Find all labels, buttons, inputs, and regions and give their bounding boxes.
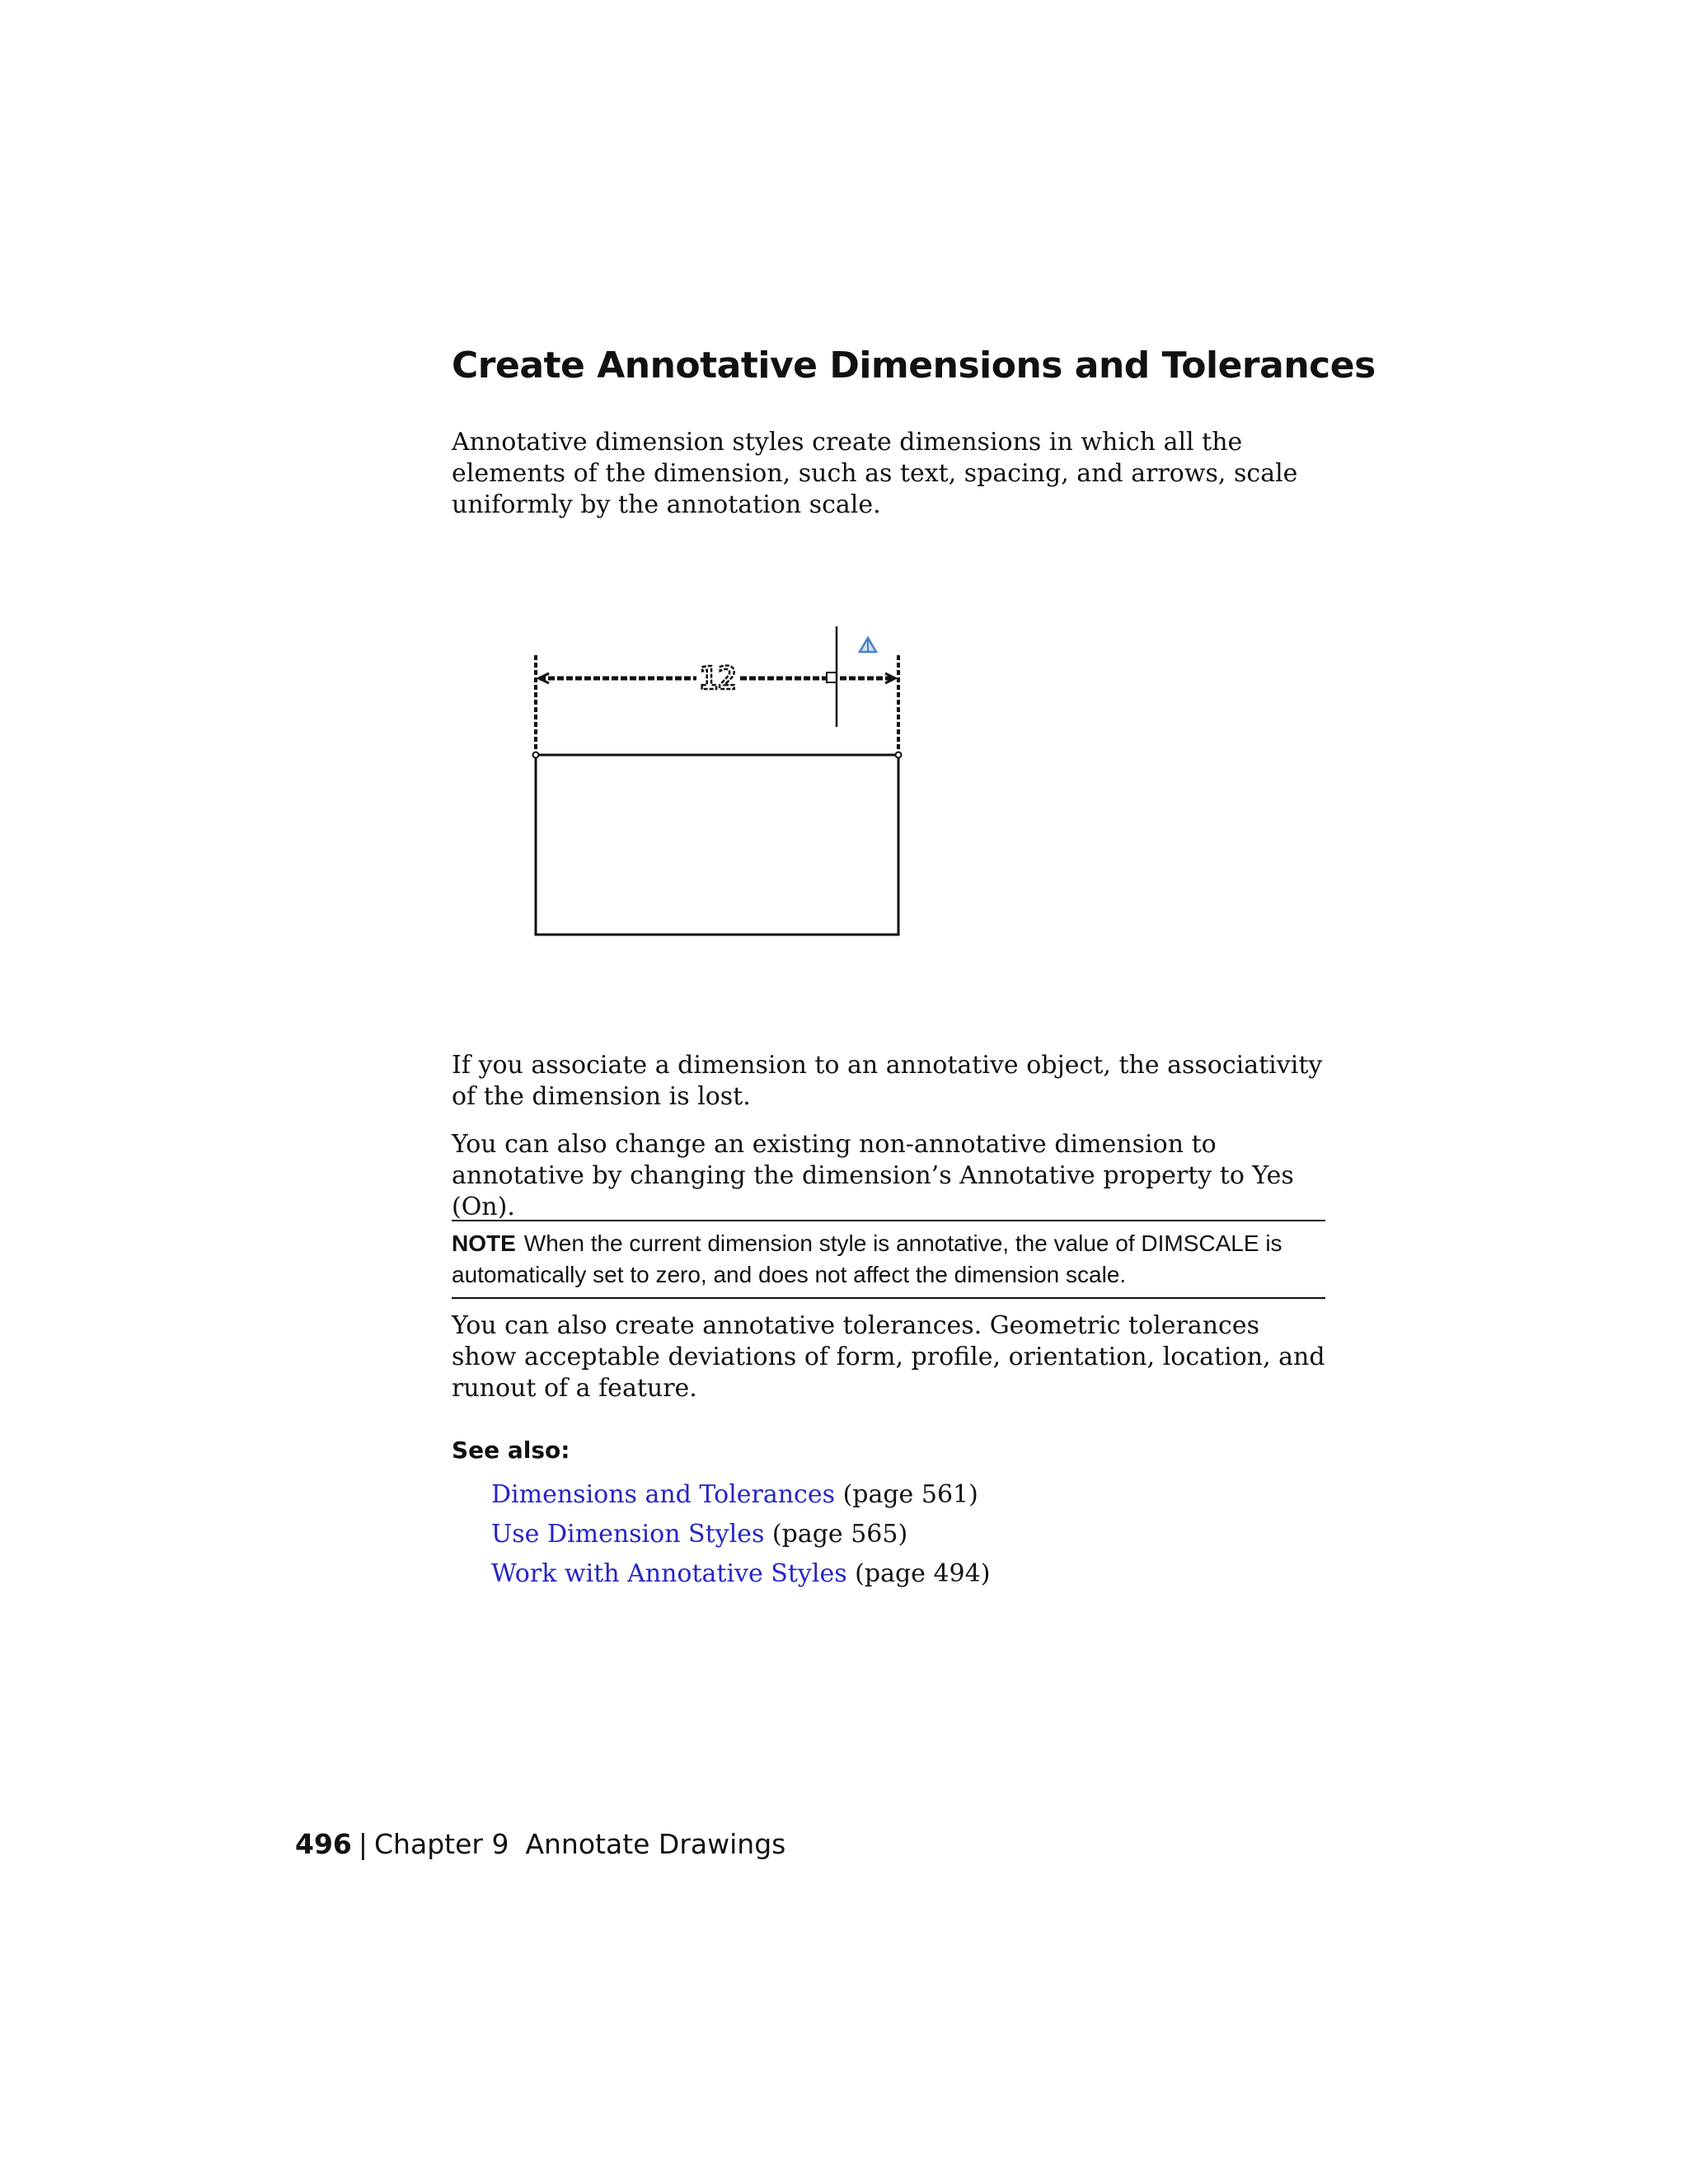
page-number: 496 — [295, 1828, 352, 1860]
link-use-dimension-styles[interactable]: Use Dimension Styles — [491, 1520, 765, 1549]
see-also-heading: See also: — [452, 1436, 570, 1464]
intro-paragraph: Annotative dimension styles create dimensions in which all the elements of the dimension, such as text, spacing, and arrows, scale uniformly by the annotation scale. — [452, 428, 1298, 519]
link-work-with-annotative-styles[interactable]: Work with Annotative Styles — [491, 1559, 847, 1588]
section-heading: Create Annotative Dimensions and Tolerances — [452, 344, 1376, 387]
change-annotative-paragraph: You can also change an existing non-annotative dimension to annotative by changing the dimension’s Annotative property to Yes (On). — [452, 1130, 1294, 1221]
dimension-figure — [511, 618, 923, 948]
tolerances-paragraph: You can also create annotative tolerances. Geometric tolerances show acceptable deviations of form, profile, orientation, location, and runout of a feature. — [452, 1311, 1325, 1403]
note-box — [452, 1220, 1325, 1299]
grip-left-end[interactable] — [533, 752, 539, 758]
link-dimensions-and-tolerances[interactable]: Dimensions and Tolerances — [491, 1480, 836, 1509]
link-page-ref: (page 561) — [842, 1480, 978, 1509]
grip-midpoint[interactable] — [827, 673, 837, 682]
chapter-label: Chapter 9 — [374, 1828, 509, 1860]
annotative-scale-icon — [860, 638, 876, 652]
see-also-item — [491, 1558, 990, 1590]
dimension-text: 12 — [699, 660, 737, 696]
see-also-item — [491, 1519, 907, 1550]
dimension-drawing — [511, 618, 923, 948]
rectangle-object — [536, 755, 898, 935]
chapter-title: Annotate Drawings — [525, 1828, 786, 1860]
see-also-item — [491, 1479, 978, 1511]
note-text: When the current dimension style is annotative, the value of DIMSCALE is automatically set to zero, and does not affect the dimension scale. — [452, 1230, 1282, 1287]
link-page-ref: (page 494) — [855, 1559, 991, 1588]
page-footer — [295, 1828, 785, 1860]
grip-right-end[interactable] — [896, 752, 902, 758]
link-page-ref: (page 565) — [771, 1520, 908, 1549]
note-label: NOTE — [452, 1230, 516, 1256]
footer-separator: | — [358, 1828, 368, 1860]
associativity-paragraph: If you associate a dimension to an annotative object, the associativity of the dimension is lost. — [452, 1051, 1323, 1111]
